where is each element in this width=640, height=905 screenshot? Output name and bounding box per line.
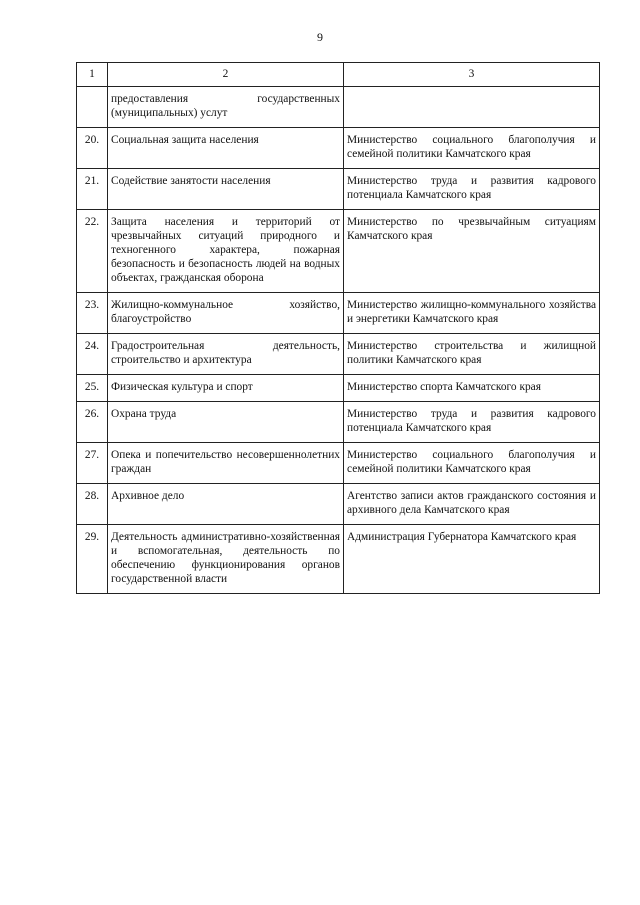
row-area: Социальная защита населения (108, 128, 344, 169)
table-row (77, 128, 600, 169)
column-header-body: 3 (344, 63, 600, 87)
row-area: Опека и попечительство несовершеннолетних граждан (108, 443, 344, 484)
table-row (77, 484, 600, 525)
row-number: 29. (77, 525, 108, 594)
row-body: Министерство труда и развития кадрового потенциала Камчатского края (344, 169, 600, 210)
column-header-area: 2 (108, 63, 344, 87)
responsibility-table (76, 62, 600, 594)
row-body: Администрация Губернатора Камчатского края (344, 525, 600, 594)
table-row (77, 525, 600, 594)
row-area: Охрана труда (108, 402, 344, 443)
row-body: Министерство социального благополучия и семейной политики Камчатского края (344, 443, 600, 484)
row-number (77, 87, 108, 128)
table-row (77, 375, 600, 402)
row-area: Градостроительная деятельность, строительство и архитектура (108, 334, 344, 375)
row-area: Защита населения и территорий от чрезвычайных ситуаций природного и техногенного характера, пожарная безопасность и безопасность людей на водных объектах, гражданская оборона (108, 210, 344, 293)
table-row (77, 334, 600, 375)
row-body: Агентство записи актов гражданского состояния и архивного дела Камчатского края (344, 484, 600, 525)
row-area: Жилищно-коммунальное хозяйство, благоустройство (108, 293, 344, 334)
row-number: 23. (77, 293, 108, 334)
table-row (77, 293, 600, 334)
row-number: 27. (77, 443, 108, 484)
row-body: Министерство социального благополучия и семейной политики Камчатского края (344, 128, 600, 169)
row-number: 21. (77, 169, 108, 210)
row-number: 28. (77, 484, 108, 525)
row-area: предоставления государственных (муниципальных) услут (108, 87, 344, 128)
table-row (77, 443, 600, 484)
row-number: 20. (77, 128, 108, 169)
row-body: Министерство по чрезвычайным ситуациям Камчатского края (344, 210, 600, 293)
column-header-number: 1 (77, 63, 108, 87)
row-body: Министерство жилищно-коммунального хозяйства и энергетики Камчатского края (344, 293, 600, 334)
table-row (77, 402, 600, 443)
row-area: Архивное дело (108, 484, 344, 525)
table-row (77, 169, 600, 210)
row-body: Министерство труда и развития кадрового потенциала Камчатского края (344, 402, 600, 443)
row-area: Содействие занятости населения (108, 169, 344, 210)
table-row (77, 210, 600, 293)
row-area: Физическая культура и спорт (108, 375, 344, 402)
row-body: Министерство строительства и жилищной политики Камчатского края (344, 334, 600, 375)
row-number: 22. (77, 210, 108, 293)
row-number: 26. (77, 402, 108, 443)
table-header-row (77, 63, 600, 87)
row-area: Деятельность административно-хозяйственная и вспомогательная, деятельность по обеспечению функционирования органов государственной власти (108, 525, 344, 594)
row-body (344, 87, 600, 128)
page-number: 9 (317, 30, 323, 44)
row-number: 25. (77, 375, 108, 402)
table-row (77, 87, 600, 128)
row-number: 24. (77, 334, 108, 375)
row-body: Министерство спорта Камчатского края (344, 375, 600, 402)
